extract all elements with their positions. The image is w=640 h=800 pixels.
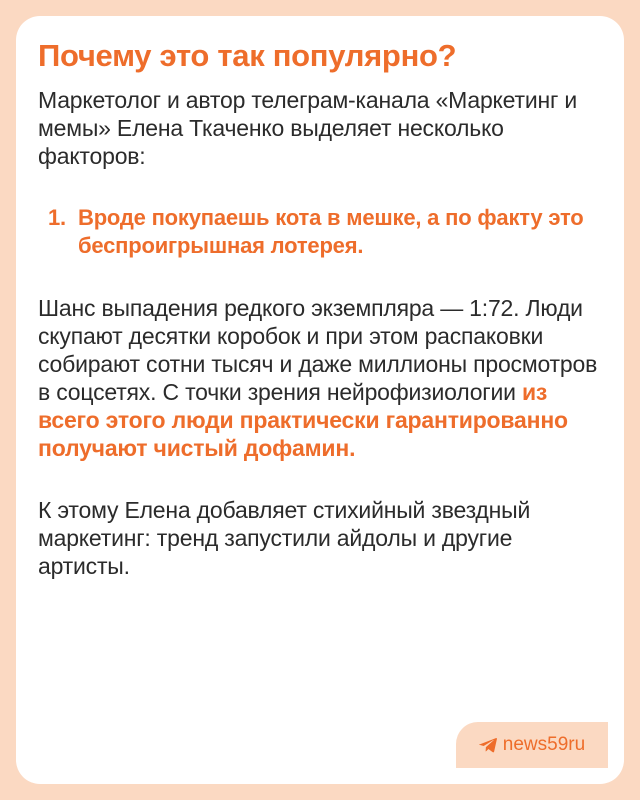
article-content	[38, 36, 608, 580]
brand-logo-text: news59ru	[502, 734, 586, 755]
brand-badge	[456, 722, 608, 768]
intro-paragraph: Маркетолог и автор телеграм-канала «Маркетинг и мемы» Елена Ткаченко выделяет несколько факторов:	[38, 87, 578, 169]
content-card	[16, 16, 624, 784]
conclusion-paragraph: К этому Елена добавляет стихийный звездный маркетинг: тренд запустили айдолы и другие артисты.	[38, 497, 531, 579]
stats-paragraph	[38, 294, 608, 462]
telegram-plane-icon	[479, 737, 497, 753]
stats-paragraph-text: Шанс выпадения редкого экземпляра — 1:72. Люди скупают десятки коробок и при этом распаковки собирают сотни тысяч и даже миллионы просмотров в соцсетях. С точки зрения нейрофизиологии	[38, 295, 598, 405]
list-item-text: Вроде покупаешь кота в мешке, а по факту это беспроигрышная лотерея.	[78, 205, 584, 258]
list-item	[38, 204, 608, 260]
stats-paragraph-highlight: из всего этого люди практически гарантированно получают чистый дофамин.	[38, 379, 568, 461]
list-item-number: 1.	[48, 205, 66, 230]
factor-list	[38, 204, 608, 260]
article-title: Почему это так популярно?	[38, 38, 457, 73]
